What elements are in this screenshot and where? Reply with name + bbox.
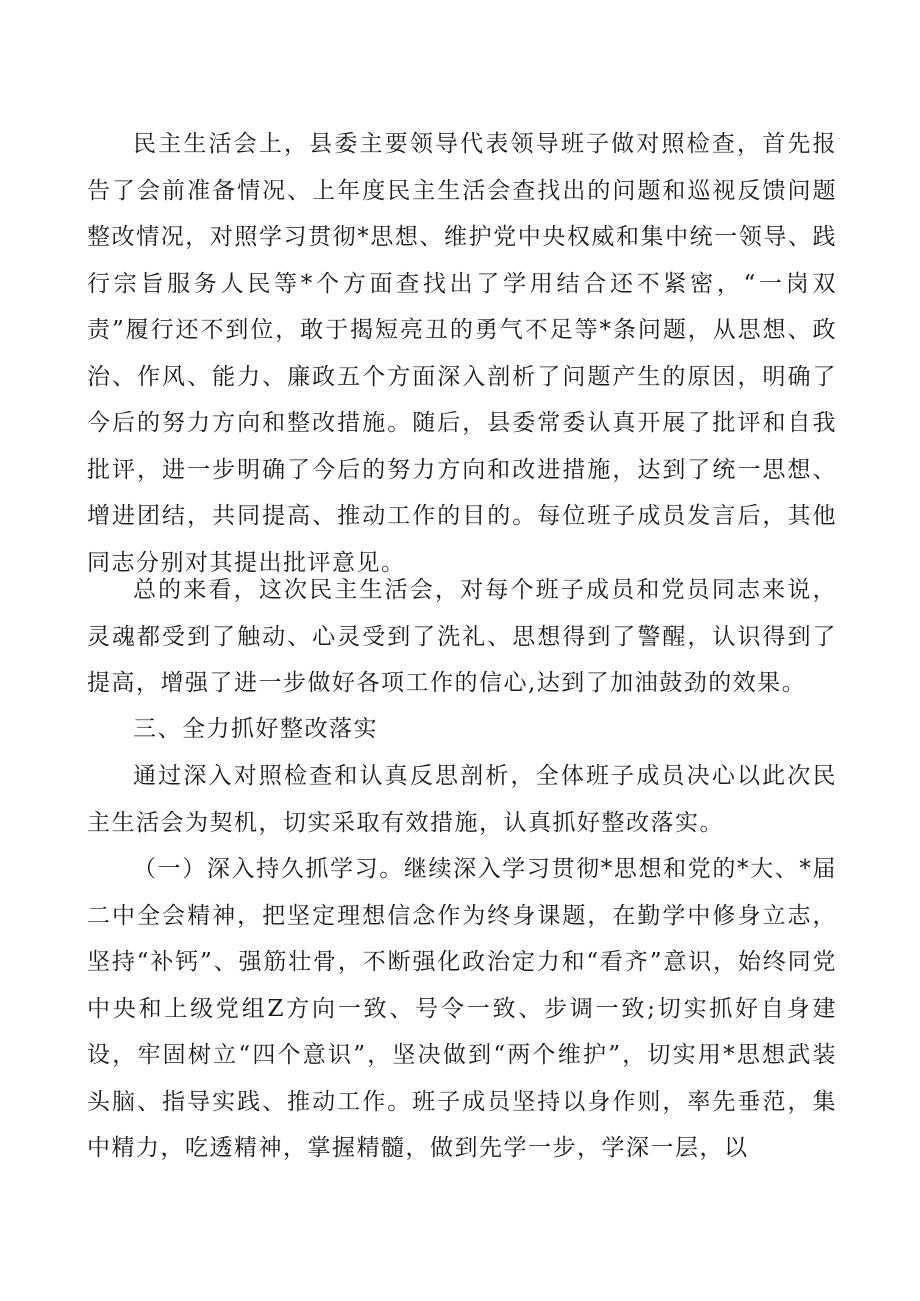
paragraph-meeting-review: 民主生活会上，县委主要领导代表领导班子做对照检查，首先报告了会前准备情况、上年度民主生活会查找出的问题和巡视反馈问题整改情况，对照学习贯彻*思想、维护党中央权威和集中统一领导、践行宗旨服务人民等*个方面查找出了学用结合还不紧密，“一岗双责”履行还不到位，敢于揭短亮丑的勇气不足等*条问题，从思想、政治、作风、能力、廉政五个方面深入剖析了问题产生的原因，明确了今后的努力方向和整改措施。随后，县委常委认真开展了批评和自我批评，进一步明确了今后的努力方向和改进措施，达到了统一思想、增进团结，共同提高、推动工作的目的。每位班子成员发言后，其他同志分别对其提出批评意见。	[87, 131, 837, 576]
paragraph-study: （一）深入持久抓学习。继续深入学习贯彻*思想和党的*大、*届二中全会精神，把坚定理想信念作为终身课题，在勤学中修身立志，坚持“补钙”、强筋壮骨，不断强化政治定力和“看齐”意识，始终同党中央和上级党组Z方向一致、号令一致、步调一致;切实抓好自身建设，牢固树立“四个意识”，坚决做到“两个维护”，切实用*思想武装头脑、指导实践、推动工作。班子成员坚持以身作则，率先垂范，集中精力，吃透精神，掌握精髓，做到先学一步，学深一层，以	[87, 856, 838, 1161]
paragraph-rectification-intro: 通过深入对照检查和认真反思剖析，全体班子成员决心以此次民主生活会为契机，切实采取有效措施，认真抓好整改落实。	[87, 763, 837, 836]
section-heading: 三、全力抓好整改落实	[133, 716, 378, 742]
paragraph-summary: 总的来看，这次民主生活会，对每个班子成员和党员同志来说，灵魂都受到了触动、心灵受到了洗礼、思想得到了警醒，认识得到了提高，增强了进一步做好各项工作的信心,达到了加油鼓劲的效果。	[87, 577, 837, 696]
